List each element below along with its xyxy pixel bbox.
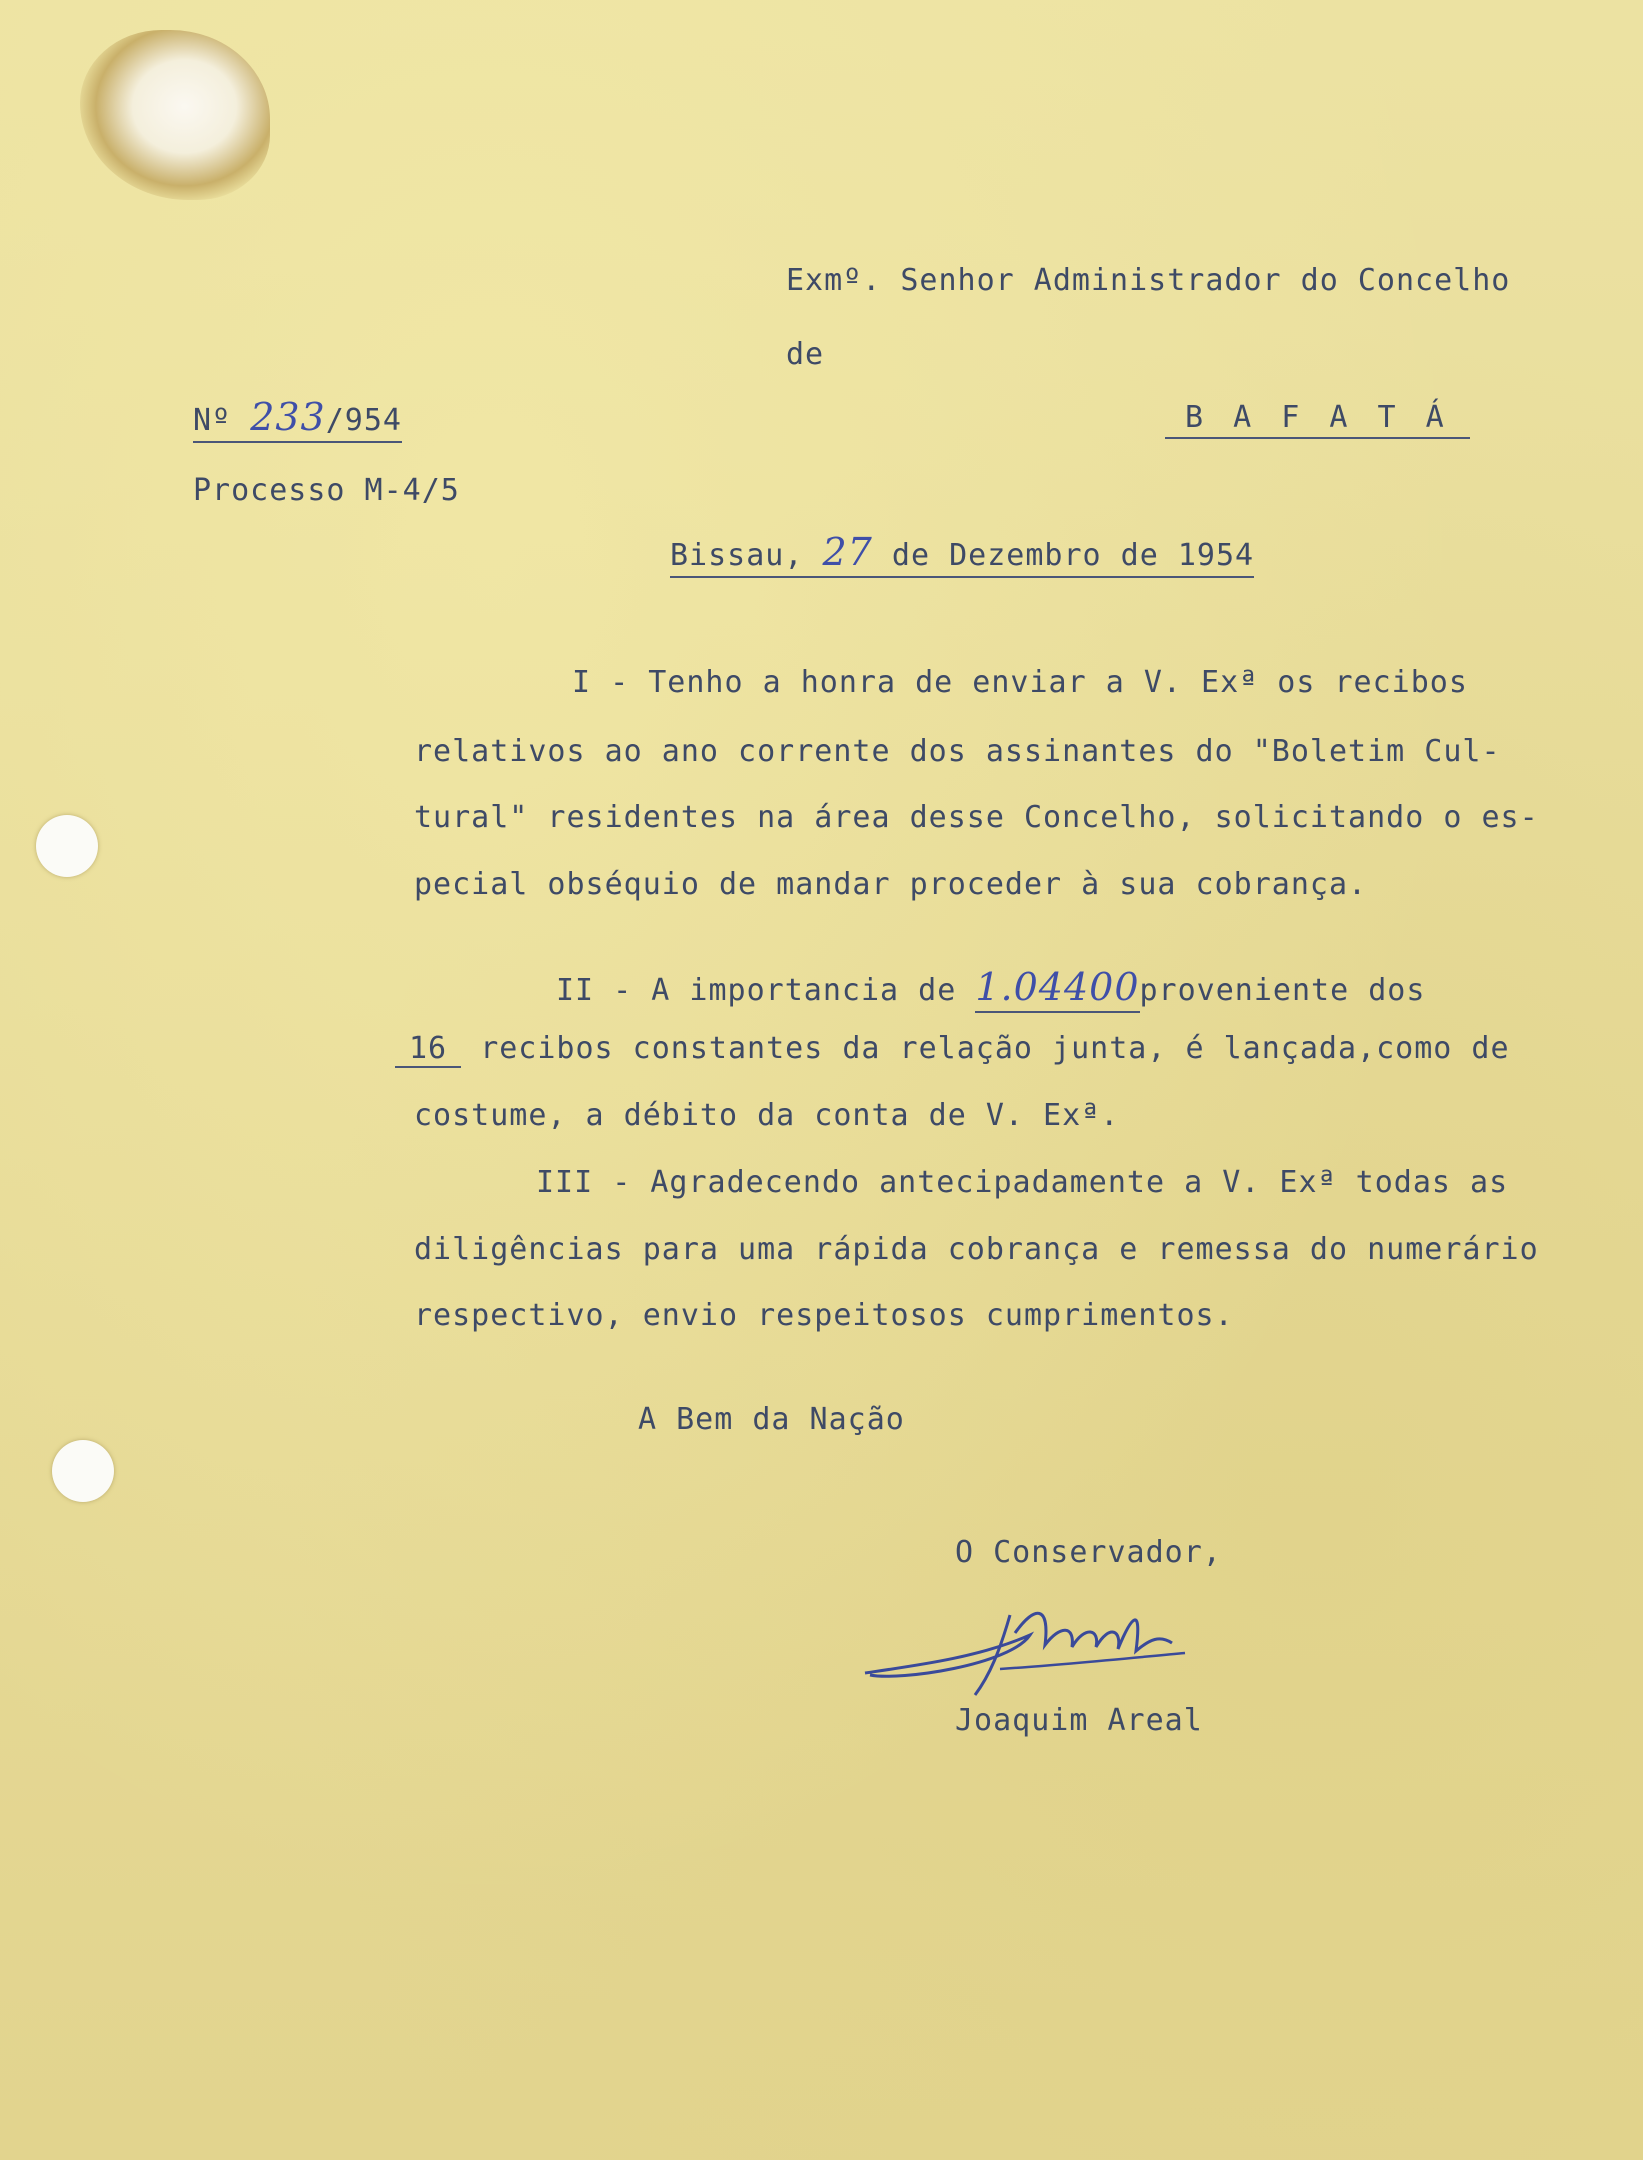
para2-line-3: costume, a débito da conta de V. Exª.	[414, 1098, 1120, 1133]
processo-ref: Processo M-4/5	[193, 473, 460, 508]
recipient-city: B A F A T Á	[1165, 400, 1470, 439]
signer-name: Joaquim Areal	[955, 1703, 1203, 1738]
recipient-line-2: de	[786, 337, 825, 372]
para3-line-2: diligências para uma rápida cobrança e remessa do numerário	[414, 1232, 1539, 1267]
date-prefix: Bissau,	[670, 538, 804, 573]
para2-line-2-rest: recibos constantes da relação junta, é lançada,como de	[480, 1031, 1510, 1066]
number-handwritten: 233	[250, 395, 326, 439]
reference-number	[193, 395, 402, 443]
date-day-handwritten: 27	[822, 530, 873, 574]
para2-prefix: II - A importancia de	[556, 973, 957, 1008]
amount-handwritten: 1.04400	[975, 965, 1139, 1013]
para1-line-2: relativos ao ano corrente dos assinantes do "Boletim Cul-	[414, 734, 1501, 769]
closing-formula: A Bem da Nação	[638, 1402, 905, 1437]
paper-stain	[80, 30, 270, 200]
signer-title: O Conservador,	[955, 1535, 1222, 1570]
para1-line-3: tural" residentes na área desse Concelho, solicitando o es-	[414, 800, 1539, 835]
recipient-line-1: Exmº. Senhor Administrador do Concelho	[786, 263, 1511, 298]
handwritten-signature	[860, 1595, 1220, 1705]
para3-line-1: III - Agradecendo antecipadamente a V. Exª todas as	[536, 1165, 1509, 1200]
para2-suffix: proveniente dos	[1139, 973, 1426, 1008]
para2-line-2	[395, 1031, 1510, 1066]
para1-line-4: pecial obséquio de mandar proceder à sua cobrança.	[414, 867, 1368, 902]
punch-hole-bottom	[52, 1440, 114, 1502]
number-year: /954	[325, 403, 402, 438]
letter-date	[670, 530, 1254, 578]
punch-hole-top	[36, 815, 98, 877]
para3-line-3: respectivo, envio respeitosos cumprimentos.	[414, 1298, 1234, 1333]
number-prefix: Nº	[193, 403, 232, 438]
date-suffix: de Dezembro de 1954	[891, 538, 1255, 573]
receipt-count: 16	[395, 1031, 461, 1068]
para1-line-1: I - Tenho a honra de enviar a V. Exª os recibos	[572, 665, 1468, 700]
para2-line-1	[556, 965, 1425, 1009]
